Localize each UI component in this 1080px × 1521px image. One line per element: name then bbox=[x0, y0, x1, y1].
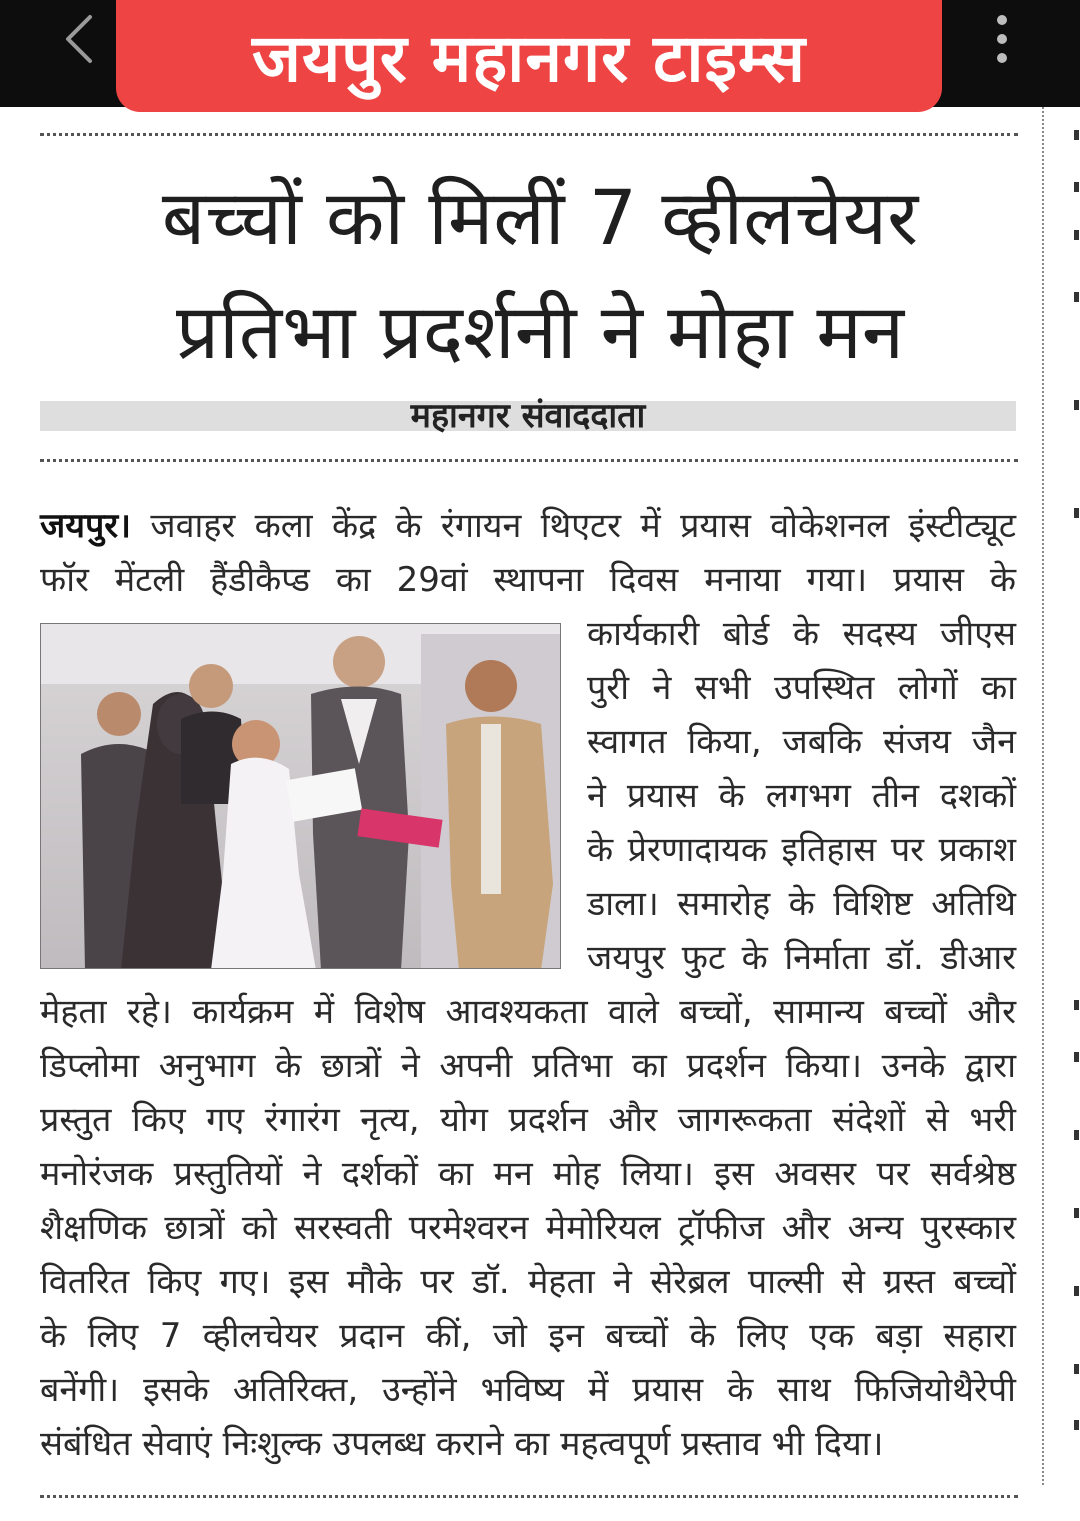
headline-line-1: बच्चों को मिलीं 7 व्हीलचेयर bbox=[161, 173, 919, 262]
body-line-1-text: जवाहर कला केंद्र के रंगायन थिएटर में प्रयास वोकेशनल इंस्टीट्यूट bbox=[131, 506, 1016, 546]
byline-dotted-rule bbox=[40, 459, 1018, 462]
back-button[interactable] bbox=[48, 0, 110, 78]
byline: महानगर संवाददाता bbox=[410, 396, 646, 436]
body-line-5: स्वागत किया, जबकि संजय जैन bbox=[587, 722, 1016, 762]
award-ceremony-photo bbox=[41, 624, 561, 969]
body-line-8: डाला। समारोह के विशिष्ट अतिथि bbox=[587, 884, 1016, 924]
adjacent-column-edge bbox=[1074, 120, 1080, 1480]
more-options-button[interactable] bbox=[978, 0, 1026, 78]
body-line-14: शैक्षणिक छात्रों को सरस्वती परमेश्वरन मेमोरियल ट्रॉफीज और अन्य पुरस्कार bbox=[40, 1208, 1016, 1248]
body-line-13: मनोरंजक प्रस्तुतियों ने दर्शकों का मन मोह लिया। इस अवसर पर सर्वश्रेष्ठ bbox=[40, 1154, 1016, 1194]
masthead-banner bbox=[116, 0, 942, 112]
chevron-left-icon bbox=[62, 13, 96, 65]
body-line-10: मेहता रहे। कार्यक्रम में विशेष आवश्यकता वाले बच्चों, सामान्य बच्चों और bbox=[40, 992, 1016, 1032]
body-line-9: जयपुर फुट के निर्माता डॉ. डीआर bbox=[587, 938, 1016, 978]
body-line-2: फॉर मेंटली हैंडीकैप्ड का 29वां स्थापना दिवस मनाया गया। प्रयास के bbox=[40, 560, 1016, 600]
body-line-1 bbox=[40, 502, 1016, 550]
vertical-dots-icon bbox=[995, 11, 1009, 67]
body-line-7: के प्रेरणादायक इतिहास पर प्रकाश bbox=[587, 830, 1016, 870]
dateline: जयपुर। bbox=[40, 506, 132, 546]
body-line-12: प्रस्तुत किए गए रंगारंग नृत्य, योग प्रदर्शन और जागरूकता संदेशों से भरी bbox=[40, 1100, 1016, 1140]
article-photo bbox=[40, 623, 561, 969]
top-dotted-rule bbox=[40, 133, 1018, 136]
body-line-15: वितरित किए गए। इस मौके पर डॉ. मेहता ने सेरेब्रल पाल्सी से ग्रस्त बच्चों bbox=[40, 1262, 1016, 1302]
masthead-title: जयपुर महानगर टाइम्स bbox=[252, 20, 806, 97]
bottom-dotted-rule bbox=[40, 1495, 1018, 1498]
body-line-11: डिप्लोमा अनुभाग के छात्रों ने अपनी प्रतिभा का प्रदर्शन किया। उनके द्वारा bbox=[40, 1046, 1016, 1086]
body-line-3: कार्यकारी बोर्ड के सदस्य जीएस bbox=[587, 614, 1016, 654]
body-line-18: संबंधित सेवाएं निःशुल्क उपलब्ध कराने का महत्वपूर्ण प्रस्ताव भी दिया। bbox=[40, 1424, 884, 1464]
body-line-16: के लिए 7 व्हीलचेयर प्रदान कीं, जो इन बच्चों के लिए एक बड़ा सहारा bbox=[40, 1316, 1016, 1356]
body-line-4: पुरी ने सभी उपस्थित लोगों का bbox=[587, 668, 1016, 708]
headline-line-2: प्रतिभा प्रदर्शनी ने मोहा मन bbox=[175, 287, 905, 376]
body-line-17: बनेंगी। इसके अतिरिक्त, उन्होंने भविष्य में प्रयास के साथ फिजियोथैरेपी bbox=[40, 1370, 1016, 1410]
body-line-6: ने प्रयास के लगभग तीन दशकों bbox=[587, 776, 1016, 816]
